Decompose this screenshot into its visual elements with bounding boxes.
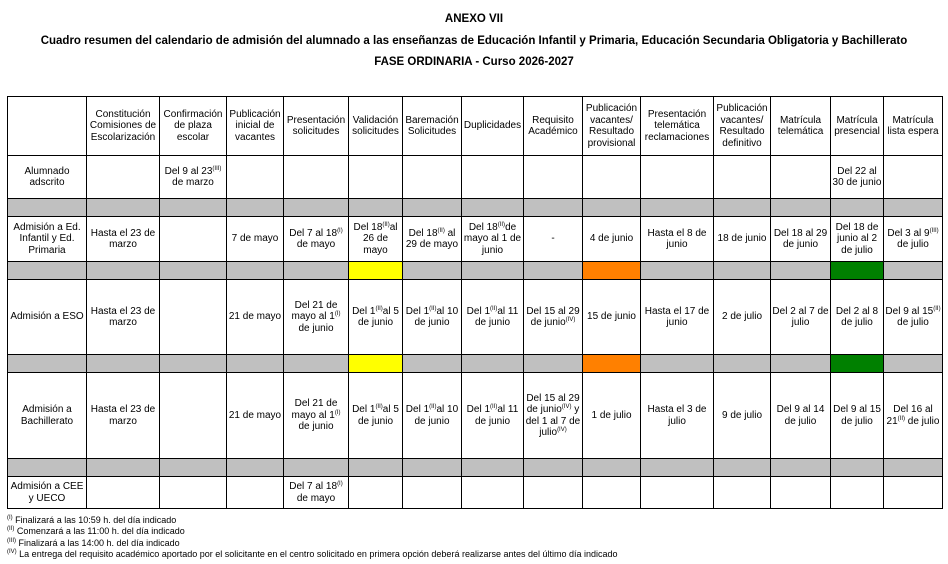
table-cell: Del 21 de mayo al $1^{(I)}$ de junio: [284, 373, 349, 459]
table-cell: [160, 373, 227, 459]
table-cell: Hasta el 8 de junio: [641, 217, 714, 262]
table-cell: Del 15 al 29 de junio$^{(IV)}$ y del 1 al 7 de julio$^{(IV)}$: [524, 373, 583, 459]
highlight-orange: [583, 262, 641, 280]
table-cell: [641, 156, 714, 199]
table-cell: [714, 477, 771, 509]
table-cell: Del 7 al $18^{(I)}$ de mayo: [284, 477, 349, 509]
table-cell: [831, 477, 884, 509]
highlight-yellow: [349, 262, 403, 280]
table-cell: Del $1^{(II)}al$ 10 de junio: [403, 373, 462, 459]
table-cell: Del 15 al 29 de junio$^{(IV)}$: [524, 280, 583, 355]
table-cell: 2 de julio: [714, 280, 771, 355]
table-header-row: [8, 97, 943, 156]
table-cell: Hasta el 23 de marzo: [87, 217, 160, 262]
table-cell: [87, 156, 160, 199]
table-cell: [884, 156, 943, 199]
table-cell: [524, 156, 583, 199]
table-cell: [160, 217, 227, 262]
table-cell: Del 22 al 30 de junio: [831, 156, 884, 199]
column-header: Presentación solicitudes: [284, 97, 349, 156]
document-title: ANEXO VII: [444, 13, 504, 25]
table-row-bachillerato: [8, 373, 943, 459]
table-cell: Del $1^{(II)}al$ 11 de junio: [462, 373, 524, 459]
table-cell: 15 de junio: [583, 280, 641, 355]
table-cell: Del $18^{(II)}$ al 29 de mayo: [403, 217, 462, 262]
table-cell: Del $1^{(II)}al$ 5 de junio: [349, 373, 403, 459]
table-cell: Del $18^{(II)}de$ mayo al 1 de junio: [462, 217, 524, 262]
table-cell: 1 de julio: [583, 373, 641, 459]
separator-row: [8, 355, 943, 373]
table-cell: Del 18 de junio al 2 de julio: [831, 217, 884, 262]
phase-title: FASE ORDINARIA - Curso 2026-2027: [374, 56, 574, 68]
column-header: Constitución Comisiones de Escolarización: [87, 97, 160, 156]
table-cell: [641, 477, 714, 509]
table-cell: 18 de junio: [714, 217, 771, 262]
table-cell: 9 de julio: [714, 373, 771, 459]
table-cell: [349, 156, 403, 199]
table-cell: Hasta el 23 de marzo: [87, 280, 160, 355]
table-cell: Hasta el 17 de junio: [641, 280, 714, 355]
row-label: Admisión a CEE y UECO: [8, 477, 87, 509]
footnote: $^{(IV)}$ La entrega del requisito académico aportado por el solicitante en el centro solicitado en primera opción deberá realizarse antes del último día indicado: [7, 548, 618, 559]
table-cell: [524, 477, 583, 509]
table-cell: Del 7 al $18^{(I)}$ de mayo: [284, 217, 349, 262]
footnote: $^{(I)}$ Finalizará a las 10:59 h. del día indicado: [7, 515, 177, 525]
footnote: $^{(III)}$ Finalizará a las 14:00 h. del día indicado: [7, 537, 180, 548]
table-cell: [160, 477, 227, 509]
table-cell: Del 9 al 15 de julio: [831, 373, 884, 459]
table-cell: 21 de mayo: [227, 280, 284, 355]
table-cell: [462, 156, 524, 199]
column-header: Publicación vacantes/ Resultado provisional: [583, 97, 641, 156]
table-cell: [284, 156, 349, 199]
table-cell: Del $1^{(II)}al$ 10 de junio: [403, 280, 462, 355]
highlight-yellow: [349, 355, 403, 373]
column-header: Validación solicitudes: [349, 97, 403, 156]
separator-row: [8, 459, 943, 477]
table-cell: Del 21 de mayo al $1^{(I)}$ de junio: [284, 280, 349, 355]
table-cell: 4 de junio: [583, 217, 641, 262]
column-header: Publicación vacantes/ Resultado definitivo: [714, 97, 771, 156]
column-header: Matrícula lista espera: [884, 97, 943, 156]
table-cell: Del $1^{(II)}al$ 11 de junio: [462, 280, 524, 355]
highlight-orange: [583, 355, 641, 373]
table-cell: [714, 156, 771, 199]
table-cell: [403, 156, 462, 199]
table-cell: [227, 477, 284, 509]
table-cell: Del 2 al 8 de julio: [831, 280, 884, 355]
highlight-green: [831, 355, 884, 373]
table-cell: 7 de mayo: [227, 217, 284, 262]
table-cell: Del 3 al $9^{(III)}$ de julio: [884, 217, 943, 262]
row-label: Alumnado adscrito: [8, 156, 87, 199]
table-cell: [87, 477, 160, 509]
table-cell: [583, 156, 641, 199]
footnote: $^{(II)}$ Comenzará a las 11:00 h. del día indicado: [7, 526, 185, 537]
document-subtitle: Cuadro resumen del calendario de admisión del alumnado a las enseñanzas de Educación Infantil y Primaria, Educación Secundaria Obligatoria y Bachillerato: [40, 35, 908, 47]
table-cell: [349, 477, 403, 509]
table-cell: Del 2 al 7 de julio: [771, 280, 831, 355]
column-header: Presentación telemática reclamaciones: [641, 97, 714, 156]
table-row-eso: [8, 280, 943, 355]
separator-row: [8, 262, 943, 280]
table-cell: [583, 477, 641, 509]
column-header: Matrícula presencial: [831, 97, 884, 156]
table-cell: [771, 477, 831, 509]
table-cell: [884, 477, 943, 509]
row-label: Admisión a Bachillerato: [8, 373, 87, 459]
row-label: Admisión a Ed. Infantil y Ed. Primaria: [8, 217, 87, 262]
column-header: Duplicidades: [462, 97, 524, 156]
footnotes: [7, 515, 942, 560]
table-cell: Del 9 al $23^{(III)}$ de marzo: [160, 156, 227, 199]
table-cell: Hasta el 23 de marzo: [87, 373, 160, 459]
table-cell: Del 9 al 14 de julio: [771, 373, 831, 459]
column-header: Requisito Académico: [524, 97, 583, 156]
table-cell: [462, 477, 524, 509]
table-cell: Del 16 al $21^{(II)}$ de julio: [884, 373, 943, 459]
table-cell: Del 9 al $15^{(II)}$ de julio: [884, 280, 943, 355]
table-row-cee-ueco: [8, 477, 943, 509]
admission-calendar-table: [7, 96, 943, 509]
row-label: Admisión a ESO: [8, 280, 87, 355]
table-row-infantil-primaria: [8, 217, 943, 262]
column-header: Confirmación de plaza escolar: [160, 97, 227, 156]
table-cell: [403, 477, 462, 509]
table-cell: [771, 156, 831, 199]
table-row-alumnado-adscrito: [8, 156, 943, 199]
table-cell: [160, 280, 227, 355]
table-cell: [227, 156, 284, 199]
column-header: [8, 97, 87, 156]
column-header: Publicación inicial de vacantes: [227, 97, 284, 156]
table-cell: 21 de mayo: [227, 373, 284, 459]
table-cell: Del 18 al 29 de junio: [771, 217, 831, 262]
table-cell: Del $18^{(II)}al$ 26 de mayo: [349, 217, 403, 262]
highlight-green: [831, 262, 884, 280]
table-cell: Del $1^{(II)}al$ 5 de junio: [349, 280, 403, 355]
table-cell: Hasta el 3 de julio: [641, 373, 714, 459]
table-cell: -: [524, 217, 583, 262]
column-header: Matrícula telemática: [771, 97, 831, 156]
separator-row: [8, 199, 943, 217]
column-header: Baremación Solicitudes: [403, 97, 462, 156]
